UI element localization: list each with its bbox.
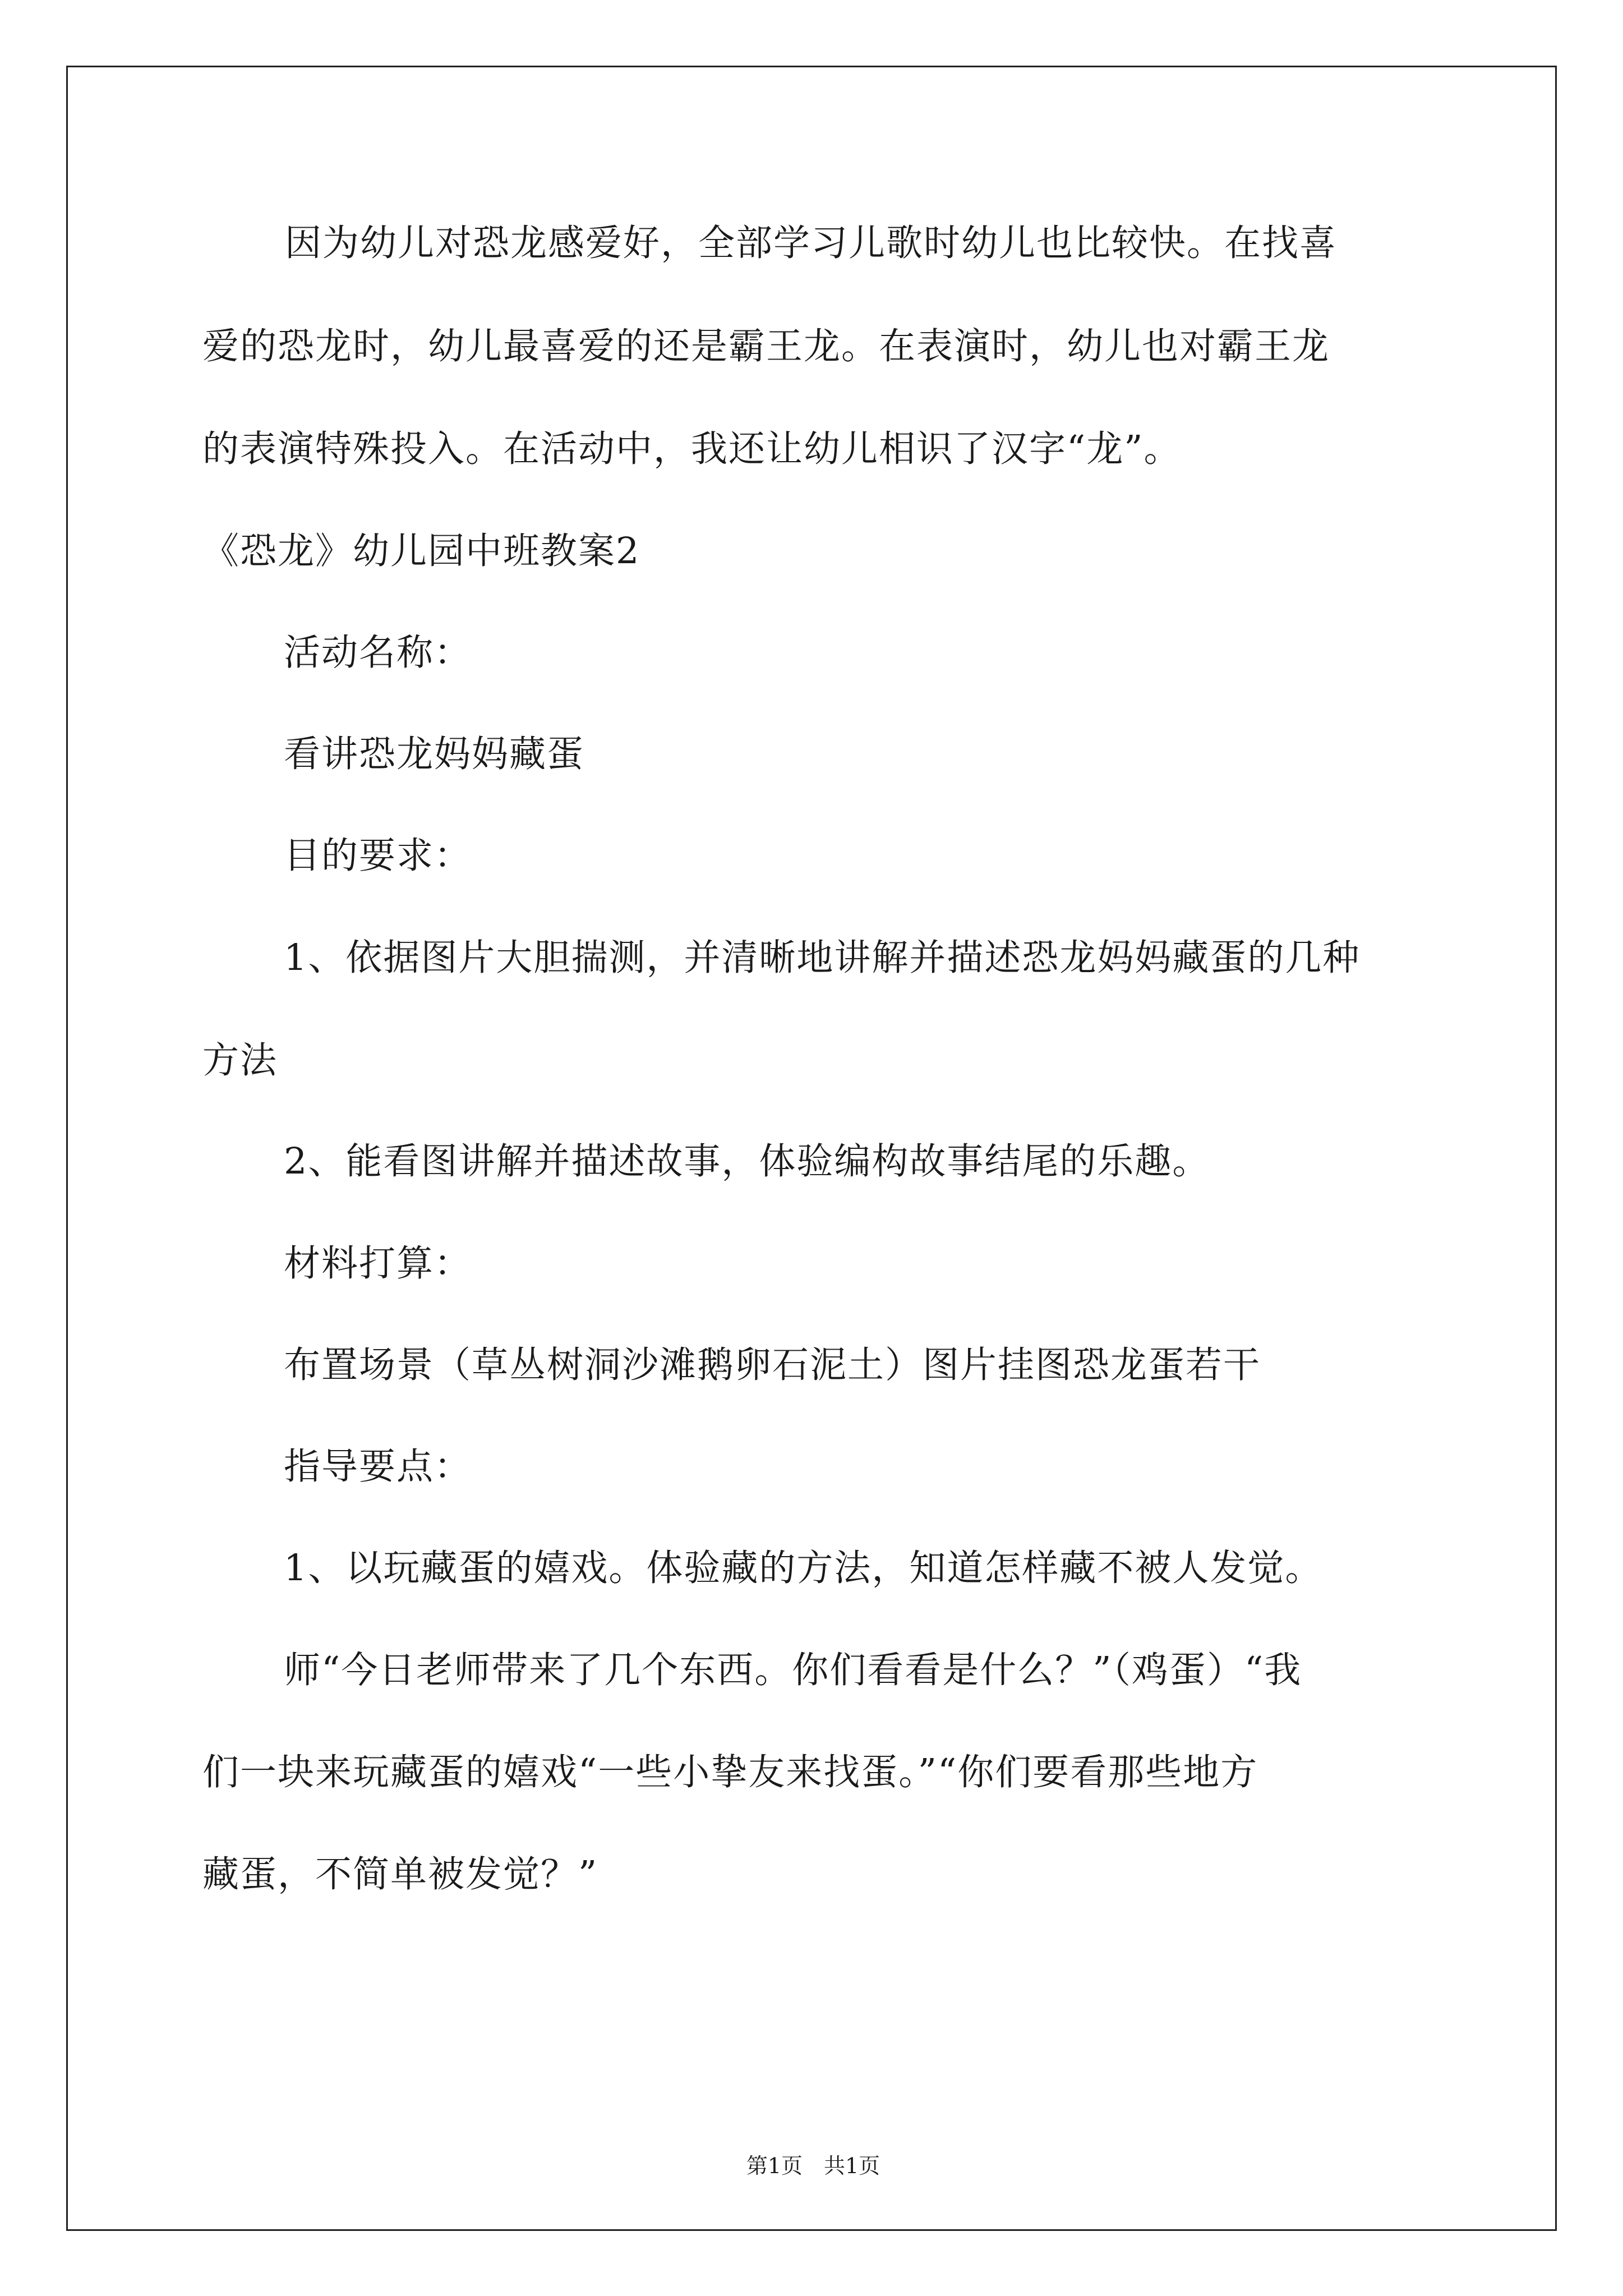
- paragraph-line: 2、能看图讲解并描述故事，体验编构故事结尾的乐趣。: [284, 1140, 1210, 1182]
- paragraph-line: 指导要点：: [284, 1446, 472, 1488]
- paragraph-line: 方法: [202, 1039, 278, 1082]
- paragraph-line: 目的要求：: [284, 835, 472, 877]
- page-frame: [66, 66, 1557, 2231]
- paragraph-line: 师“今日老师带来了几个东西。你们看看是什么？”（鸡蛋）“我: [284, 1649, 1302, 1691]
- paragraph-line: 藏蛋，不简单被发觉？”: [202, 1853, 598, 1895]
- paragraph-line: 因为幼儿对恐龙感爱好，全部学习儿歌时幼儿也比较快。在找喜: [285, 222, 1338, 264]
- section-heading: 《恐龙》幼儿园中班教案2: [202, 530, 640, 572]
- paragraph-line: 的表演特殊投入。在活动中，我还让幼儿相识了汉字“龙”。: [202, 428, 1182, 470]
- paragraph-line: 布置场景（草丛树洞沙滩鹅卵石泥土）图片挂图恐龙蛋若干: [284, 1344, 1261, 1386]
- paragraph-line: 活动名称：: [284, 632, 472, 674]
- paragraph-line: 材料打算：: [284, 1243, 472, 1285]
- page-number: 第1页 共1页: [746, 2154, 880, 2178]
- paragraph-line: 看讲恐龙妈妈藏蛋: [284, 733, 585, 775]
- paragraph-line: 1、以玩藏蛋的嬉戏。体验藏的方法，知道怎样藏不被人发觉。: [284, 1547, 1323, 1589]
- paragraph-line: 们一块来玩藏蛋的嬉戏“一些小挚友来找蛋。”“你们要看那些地方: [202, 1751, 1258, 1793]
- paragraph-line: 爱的恐龙时，幼儿最喜爱的还是霸王龙。在表演时，幼儿也对霸王龙: [202, 325, 1330, 367]
- paragraph-line: 1、依据图片大胆揣测，并清晰地讲解并描述恐龙妈妈藏蛋的几种: [284, 937, 1361, 979]
